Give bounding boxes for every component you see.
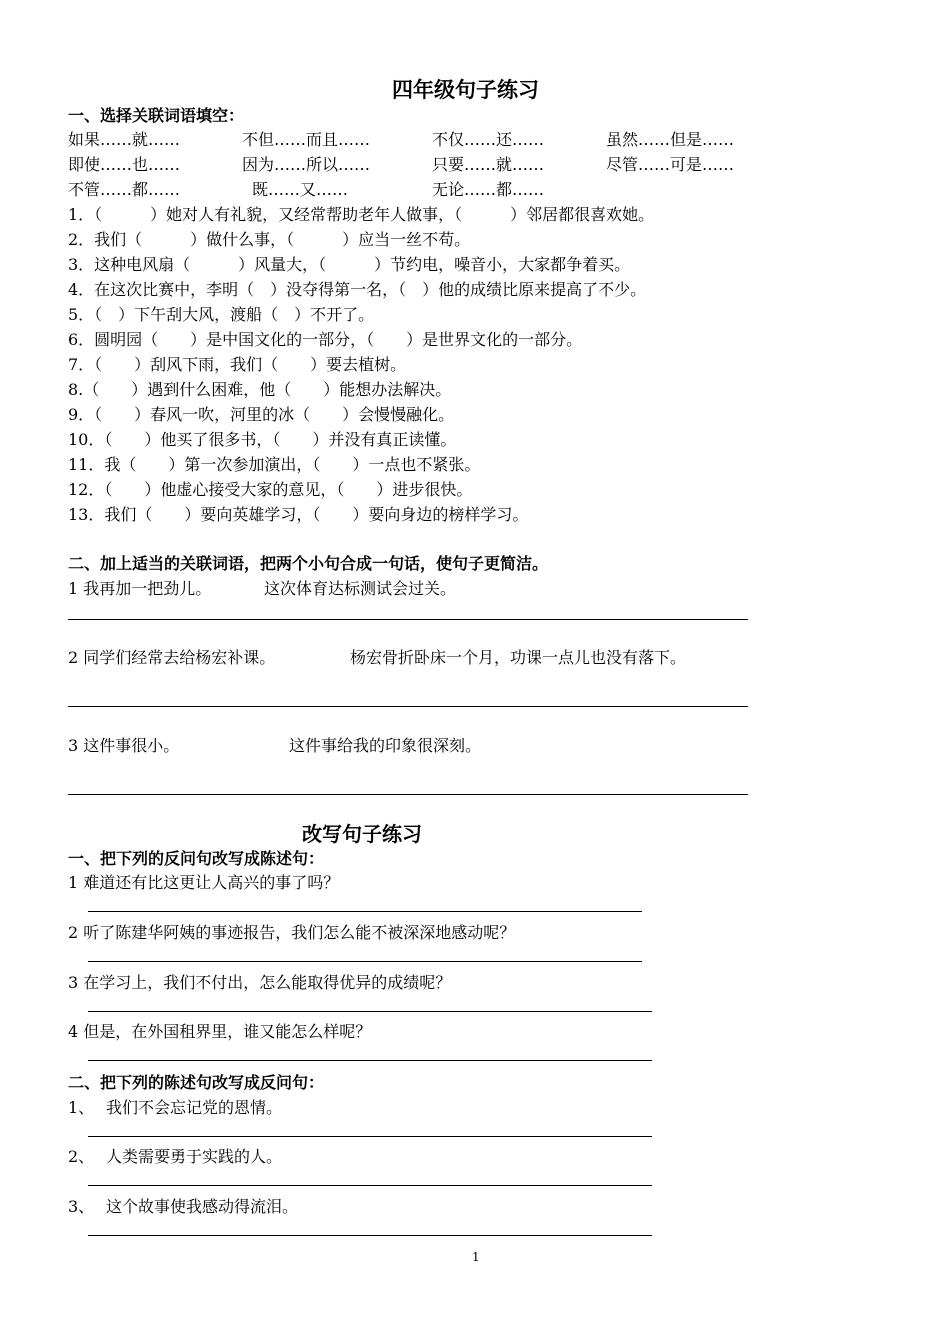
rewrite-question: 4 但是，在外国租界里，谁又能怎么样呢？	[68, 1022, 372, 1041]
conjunction: 虽然……但是……	[606, 130, 735, 149]
question-item: 1．（ ）她对人有礼貌，又经常帮助老年人做事，（ ）邻居都很喜欢她。	[68, 205, 655, 224]
answer-line[interactable]	[68, 794, 748, 795]
sentence-part-a: 2 同学们经常去给杨宏补课。	[68, 648, 276, 667]
sentence-part-a: 1 我再加一把劲儿。	[68, 579, 212, 598]
question-item: 6．圆明园（ ）是中国文化的一部分，（ ）是世界文化的一部分。	[68, 330, 583, 349]
rewrite-question: 这个故事使我感动得流泪。	[106, 1197, 299, 1216]
question-item: 3．这种电风扇（ ）风量大，（ ）节约电，噪音小，大家都争着买。	[68, 255, 631, 274]
conjunction: 不但……而且……	[242, 130, 371, 149]
sentence-part-b: 这件事给我的印象很深刻。	[289, 736, 482, 755]
section4-heading: 二、把下列的陈述句改写成反问句：	[68, 1073, 325, 1092]
answer-line[interactable]	[88, 961, 642, 962]
conjunction: 不仅……还……	[432, 130, 545, 149]
conjunction: 无论……都……	[432, 180, 545, 199]
question-item: 10．（ ）他买了很多书，（ ）并没有真正读懂。	[68, 430, 457, 449]
answer-line[interactable]	[68, 706, 748, 707]
rewrite-question: 3 在学习上，我们不付出，怎么能取得优异的成绩呢？	[68, 973, 452, 992]
answer-line[interactable]	[88, 1060, 652, 1061]
section3-heading: 一、把下列的反问句改写成陈述句：	[68, 849, 325, 868]
conjunction: 因为……所以……	[242, 155, 371, 174]
rewrite-question: 1 难道还有比这更让人高兴的事了吗？	[68, 873, 340, 892]
item-number: 1、	[68, 1098, 95, 1117]
answer-line[interactable]	[88, 1136, 652, 1137]
answer-line[interactable]	[68, 619, 748, 620]
conjunction: 尽管……可是……	[606, 155, 735, 174]
page-title: 四年级句子练习	[392, 77, 539, 102]
section1-heading: 一、选择关联词语填空：	[68, 106, 245, 125]
item-number: 3、	[68, 1197, 95, 1216]
rewrite-question: 人类需要勇于实践的人。	[106, 1147, 283, 1166]
question-item: 2．我们（ ）做什么事，（ ）应当一丝不苟。	[68, 230, 471, 249]
conjunction: 不管……都……	[68, 180, 181, 199]
question-item: 9．（ ）春风一吹，河里的冰（ ）会慢慢融化。	[68, 405, 455, 424]
question-item: 8.（ ）遇到什么困难，他（ ）能想办法解决。	[68, 380, 452, 399]
conjunction: 如果……就……	[68, 130, 181, 149]
section-title-rewrite: 改写句子练习	[302, 822, 422, 846]
conjunction: 只要……就……	[432, 155, 545, 174]
conjunction: 既……又……	[252, 180, 349, 199]
answer-line[interactable]	[88, 1235, 652, 1236]
question-item: 11．我（ ）第一次参加演出，（ ）一点也不紧张。	[68, 455, 481, 474]
answer-line[interactable]	[88, 911, 642, 912]
question-item: 13．我们（ ）要向英雄学习，（ ）要向身边的榜样学习。	[68, 505, 529, 524]
conjunction: 即使……也……	[68, 155, 181, 174]
section2-heading: 二、加上适当的关联词语，把两个小句合成一句话，使句子更简洁。	[68, 554, 549, 573]
question-item: 5．（ ）下午刮大风，渡船（ ）不开了。	[68, 305, 375, 324]
rewrite-question: 2 听了陈建华阿姨的事迹报告，我们怎么能不被深深地感动呢？	[68, 923, 516, 942]
answer-line[interactable]	[88, 1185, 652, 1186]
sentence-part-a: 3 这件事很小。	[68, 736, 180, 755]
sentence-part-b: 这次体育达标测试会过关。	[264, 579, 457, 598]
answer-line[interactable]	[88, 1011, 652, 1012]
page-number: 1	[472, 1250, 480, 1264]
question-item: 12．（ ）他虚心接受大家的意见，（ ）进步很快。	[68, 480, 473, 499]
question-item: 7．（ ）刮风下雨，我们（ ）要去植树。	[68, 355, 407, 374]
rewrite-question: 我们不会忘记党的恩情。	[106, 1098, 283, 1117]
sentence-part-b: 杨宏骨折卧床一个月，功课一点儿也没有落下。	[350, 648, 687, 667]
item-number: 2、	[68, 1147, 95, 1166]
question-item: 4．在这次比赛中，李明（ ）没夺得第一名，（ ）他的成绩比原来提高了不少。	[68, 280, 647, 299]
